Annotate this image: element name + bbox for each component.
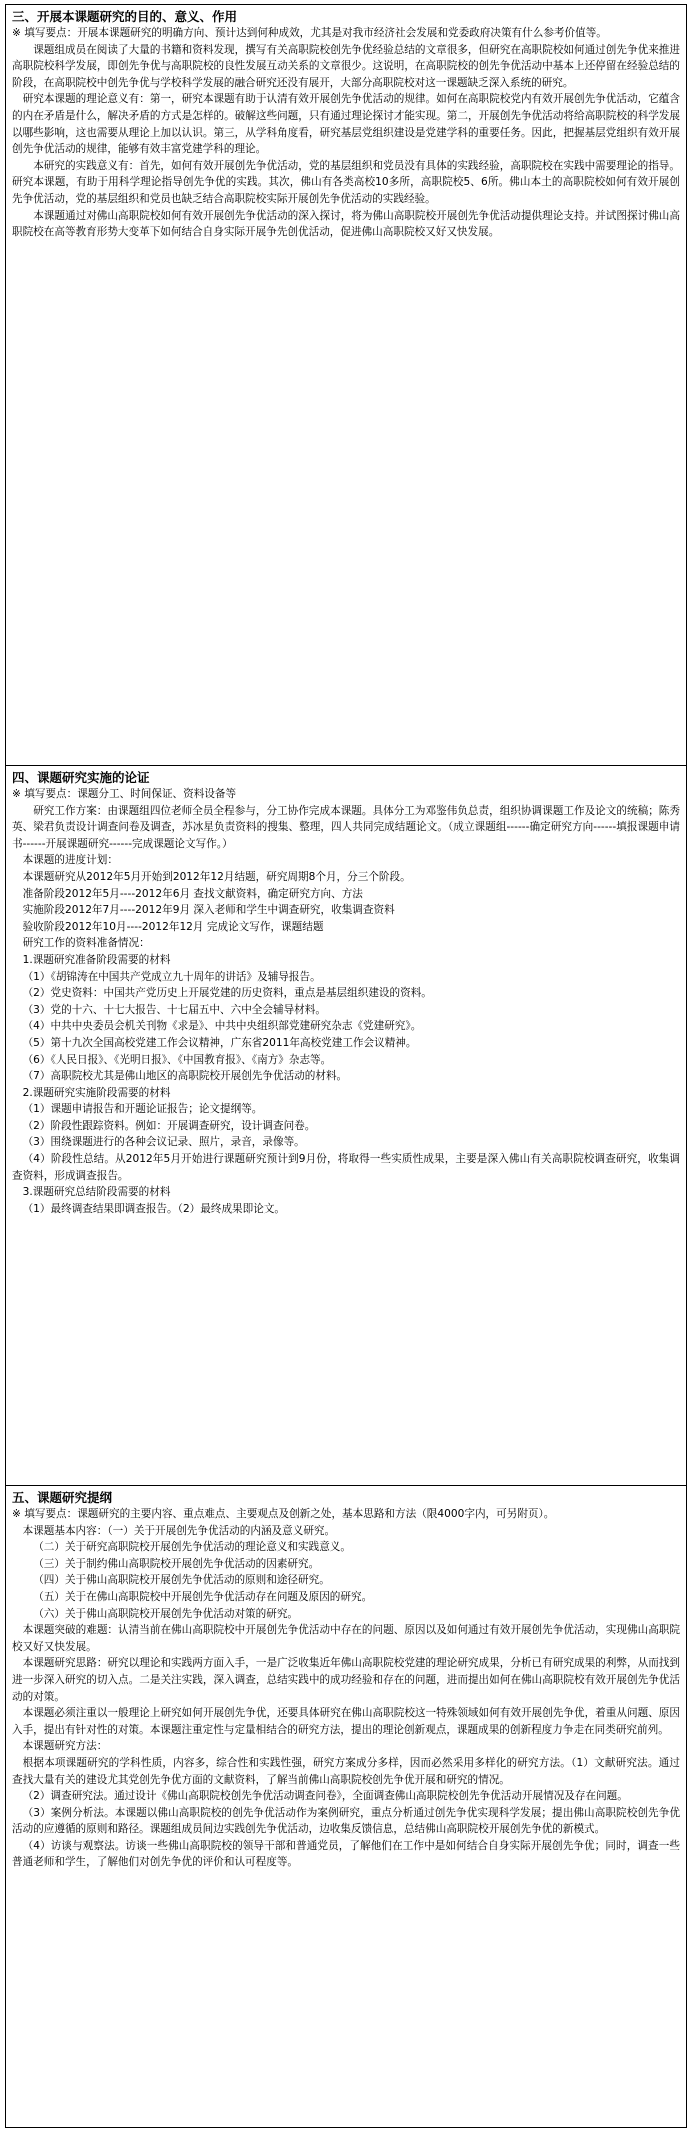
paragraph: 研究工作方案：由课题组四位老师全员全程参与，分工协作完成本课题。具体分工为邓鉴伟负总责，组织协调课题工作及论文的统稿；陈秀英、梁君负责设计调查问卷及调查，苏冰星负责资料的搜集、整理，四人共同完成结题论文。（成立课题组------确定研究方向------填报课题申请书------开展课题研究------完成课题论文写作。） <box>12 804 680 850</box>
section-purpose-significance <box>5 4 687 766</box>
list-item: （5）第十九次全国高校党建工作会议精神，广东省2011年高校党建工作会议精神。 <box>22 1036 417 1049</box>
section-implementation <box>5 766 687 1486</box>
paragraph: 本课题研究方法： <box>22 1740 108 1753</box>
list-item: （2）党史资料：中国共产党历史上开展党建的历史资料，重点是基层组织建设的资料。 <box>22 987 432 1000</box>
list-item: （3）围绕课题进行的各种会议记录、照片，录音，录像等。 <box>22 1136 305 1149</box>
list-item: （二）关于研究高职院校开展创先争优活动的理论意义和实践意义。 <box>33 1541 351 1554</box>
fill-guideline: ※ 填写要点：课题研究的主要内容、重点难点、主要观点及创新之处，基本思路和方法（限4000字内，可另附页）。 <box>12 1508 555 1520</box>
paragraph: 研究本课题的理论意义有：第一，研究本课题有助于认清有效开展创先争优活动的规律。如何在高职院校党内有效开展创先争优活动，它蕴含的内在矛盾是什么，解决矛盾的方式是怎样的。破解这些问题，只有通过理论探讨才能实现。第二，开展创先争优活动将给高职院校的科学发展以哪些影响，这也需要从理论上加以认识。第三，从学科角度看，研究基层党组织建设是党建学科的重要任务。因此，把握基层党组织有效开展创先争优活动的规律，能够有效丰富党建学科的理论。 <box>12 93 680 156</box>
section-research-outline <box>5 1486 687 2128</box>
list-item: （五）关于在佛山高职院校中开展创先争优活动存在问题及原因的研究。 <box>33 1590 373 1603</box>
list-item: （4）阶段性总结。从2012年5月开始进行课题研究预计到9月份，将取得一些实质性成果，主要是深入佛山有关高职院校调查研究，收集调查资料，形成调查报告。 <box>12 1153 680 1182</box>
section-title: 三、开展本课题研究的目的、意义、作用 <box>12 9 238 24</box>
paragraph: 本课题必须注重以一般理论上研究如何开展创先争优，还要具体研究在佛山高职院校这一特殊领域如何有效开展创先争优，着重从问题、原因入手，提出有针对性的对策。本课题注重定性与定量相结合的研究方法，提出的理论创新观点，课题成果的创新程度力争走在同类研究前列。 <box>12 1707 680 1736</box>
list-item: （1）最终调查结果即调查报告。（2）最终成果即论文。 <box>22 1202 286 1215</box>
list-item: （六）关于佛山高职院校开展创先争优活动对策的研究。 <box>33 1607 299 1620</box>
paragraph: 本课题的进度计划： <box>22 854 118 867</box>
paragraph: 课题组成员在阅读了大量的书籍和资料发现，撰写有关高职院校创先争优经验总结的文章很多，但研究在高职院校如何通过创先争优来推进高职院校科学发展，即创先争优与高职院校的良性发展互动关系的文章很少。这说明，在高职院校的创先争优活动中基本上还停留在经验总结的阶段，在高职院校中创先争优与学校科学发展的融合研究还没有展开，大部分高职院校对这一课题缺乏深入系统的研究。 <box>12 43 680 89</box>
section-title: 五、课题研究提纲 <box>12 1490 113 1505</box>
list-item: （四）关于佛山高职院校开展创先争优活动的原则和途径研究。 <box>33 1574 330 1587</box>
application-form <box>5 4 687 2128</box>
list-item: （1）《胡锦涛在中国共产党成立九十周年的讲话》及辅导报告。 <box>22 970 321 983</box>
paragraph: 本课题突破的难题：认清当前在佛山高职院校中开展创先争优活动中存在的问题、原因以及如何通过有效开展创先争优活动，实现佛山高职院校又好又快发展。 <box>12 1624 680 1653</box>
list-item: （1）课题申请报告和开题论证报告；论文提纲等。 <box>22 1103 263 1116</box>
list-item: （4）中共中央委员会机关刊物《求是》、中共中央组织部党建研究杂志《党建研究》。 <box>22 1020 422 1033</box>
list-item: （三）关于制约佛山高职院校开展创先争优活动的因素研究。 <box>33 1557 320 1570</box>
schedule-item: 验收阶段2012年10月----2012年12月 完成论文写作，课题结题 <box>22 920 324 933</box>
paragraph: 根据本项课题研究的学科性质，内容多，综合性和实践性强，研究方案成分多样，因而必然采用多样化的研究方法。（1）文献研究法。通过查找大量有关的建设尤其党创先争优方面的文献资料，了解当前佛山高职院校创先争优开展和研究的情况。 <box>12 1756 680 1786</box>
list-heading: 1.课题研究准备阶段需要的材料 <box>22 953 171 966</box>
section-title: 四、课题研究实施的论证 <box>12 770 150 785</box>
list-item: （4）访谈与观察法。访谈一些佛山高职院校的领导干部和普通党员，了解他们在工作中是如何结合自身实际开展创先争优；同时，调查一些普通老师和学生，了解他们对创先争优的评价和认可程度等。 <box>12 1839 680 1869</box>
paragraph: 本课题通过对佛山高职院校如何有效开展创先争优活动的深入探讨，将为佛山高职院校开展创先争优活动提供理论支持。并试图探讨佛山高职院校在高等教育形势大变革下如何结合自身实际开展争先创优活动，促进佛山高职院校又好又快发展。 <box>12 209 680 239</box>
list-item: （2）调查研究法。通过设计《佛山高职院校创先争优活动调查问卷》，全面调查佛山高职院校创先争优活动开展情况及存在问题。 <box>22 1790 628 1803</box>
list-item: （7）高职院校尤其是佛山地区的高职院校开展创先争优活动的材料。 <box>22 1070 348 1083</box>
paragraph: 本课题基本内容：（一）关于开展创先争优活动的内涵及意义研究。 <box>22 1524 336 1537</box>
paragraph: 本研究的实践意义有：首先，如何有效开展创先争优活动，党的基层组织和党员没有具体的实践经验，高职院校在实践中需要理论的指导。研究本课题，有助于用科学理论指导创先争优的实践。其次，佛山有各类高校10多所，高职院校5、6所。佛山本土的高职院校如何有效开展创先争优活动，党的基层组织和党员也缺乏结合高职院校实际开展创先争优活动的实践经验。 <box>12 159 680 205</box>
fill-guideline: ※ 填写要点：课题分工、时间保证、资料设备等 <box>12 788 237 800</box>
list-heading: 3.课题研究总结阶段需要的材料 <box>22 1186 171 1199</box>
list-item: （3）党的十六、十七大报告、十七届五中、六中全会辅导材料。 <box>22 1003 326 1016</box>
list-item: （6）《人民日报》、《光明日报》、《中国教育报》、《南方》杂志等。 <box>22 1053 332 1066</box>
schedule-item: 实施阶段2012年7月----2012年9月 深入老师和学生中调查研究，收集调查资料 <box>22 904 395 917</box>
fill-guideline: ※ 填写要点：开展本课题研究的明确方向、预计达到何种成效，尤其是对我市经济社会发展和党委政府决策有什么参考价值等。 <box>12 27 607 39</box>
schedule-item: 准备阶段2012年5月----2012年6月 查找文献资料，确定研究方向、方法 <box>22 887 363 900</box>
paragraph: 研究工作的资料准备情况： <box>22 937 150 950</box>
paragraph: 本课题研究思路：研究以理论和实践两方面入手，一是广泛收集近年佛山高职院校党建的理论研究成果，分析已有研究成果的利弊，从而找到进一步深入研究的切入点。二是关注实践，深入调查，总结实践中的成功经验和存在的问题，进而提出如何在佛山高职院校有效开展创先争优活动的对策。 <box>12 1657 680 1703</box>
paragraph: 本课题研究从2012年5月开始到2012年12月结题，研究周期8个月，分三个阶段。 <box>22 870 411 883</box>
list-item: （2）阶段性跟踪资料。例如：开展调查研究，设计调查问卷。 <box>22 1119 316 1132</box>
list-item: （3）案例分析法。本课题以佛山高职院校的创先争优活动作为案例研究，重点分析通过创先争优实现科学发展；提出佛山高职院校创先争优活动的应遵循的原则和路径。课题组成员间边实践创先争优活动，边收集反馈信息，总结佛山高职院校开展创先争优的新模式。 <box>12 1806 680 1836</box>
list-heading: 2.课题研究实施阶段需要的材料 <box>22 1086 171 1099</box>
